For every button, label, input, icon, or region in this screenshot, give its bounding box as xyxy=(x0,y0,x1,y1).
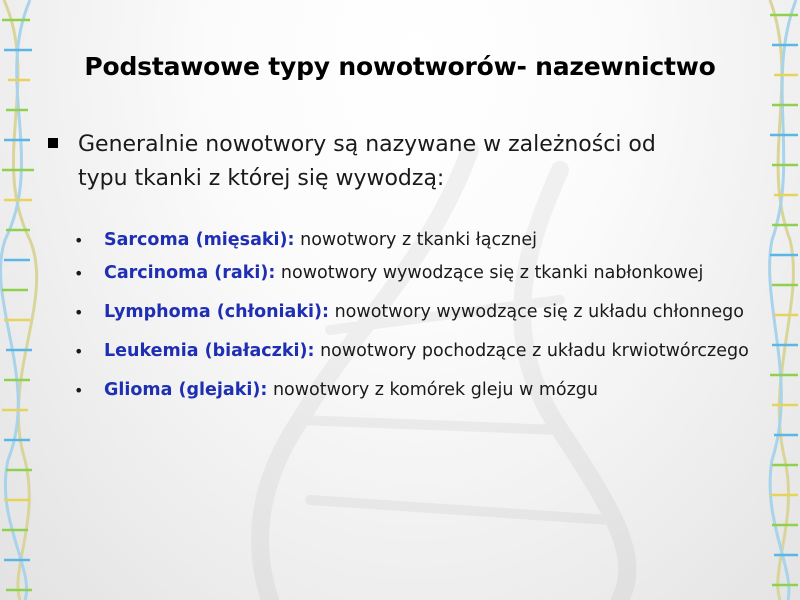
list-item-sarcoma xyxy=(74,226,764,255)
term-description: nowotwory pochodzące z układu krwiotwórczego xyxy=(320,341,749,361)
main-bullet-line-1: Generalnie nowotwory są nazywane w zależności od xyxy=(78,132,656,157)
term-description: nowotwory wywodzące się z układu chłonnego xyxy=(334,302,744,322)
bullet-dot-icon: • xyxy=(74,231,84,250)
list-item-content xyxy=(104,337,749,366)
term-label: Leukemia (białaczki): xyxy=(104,341,315,361)
list-item-content xyxy=(104,376,598,405)
term-description: nowotwory z tkanki łącznej xyxy=(300,230,537,250)
term-description: nowotwory z komórek gleju w mózgu xyxy=(272,380,599,400)
bullet-dot-icon: • xyxy=(74,264,84,283)
term-label: Carcinoma (raki): xyxy=(104,263,276,283)
slide-title: Podstawowe typy nowotworów- nazewnictwo xyxy=(84,52,716,81)
main-bullet xyxy=(48,128,748,196)
list-item-content xyxy=(104,259,703,288)
bullet-dot-icon: • xyxy=(74,381,84,400)
term-label: Glioma (glejaki): xyxy=(104,380,268,400)
main-bullet-line-2: typu tkanki z której się wywodzą: xyxy=(78,166,445,191)
bullet-dot-icon: • xyxy=(74,342,84,361)
list-item-glioma xyxy=(74,376,764,405)
square-bullet-icon xyxy=(48,138,58,148)
right-dna-strand xyxy=(770,0,798,600)
list-item-content xyxy=(104,226,537,255)
list-item-lymphoma xyxy=(74,298,764,327)
term-description: nowotwory wywodzące się z tkanki nabłonkowej xyxy=(280,263,704,283)
bullet-dot-icon: • xyxy=(74,303,84,322)
main-bullet-text xyxy=(78,128,656,196)
left-dna-strand xyxy=(0,0,36,600)
tumor-types-list xyxy=(74,226,764,415)
term-label: Lymphoma (chłoniaki): xyxy=(104,302,329,322)
list-item-leukemia xyxy=(74,337,764,366)
list-item-carcinoma xyxy=(74,259,764,288)
list-item-content xyxy=(104,298,744,327)
term-label: Sarcoma (mięsaki): xyxy=(104,230,295,250)
